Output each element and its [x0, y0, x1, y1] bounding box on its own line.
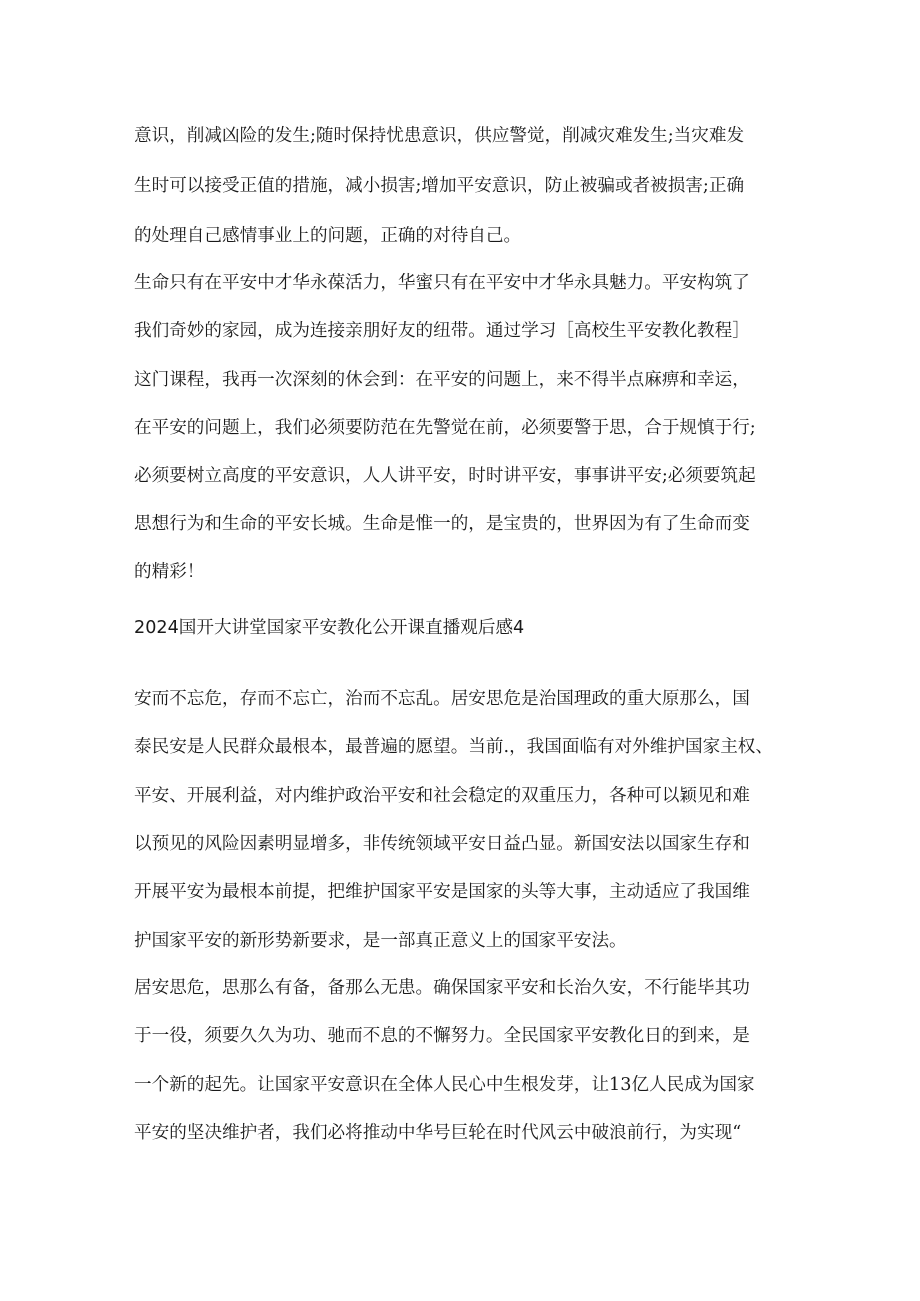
text-line: 一个新的起先。让国家平安意识在全体人民心中生根发芽，让13亿人民成为国家: [134, 1075, 755, 1095]
text-line: 平安的坚决维护者，我们必将推动中华号巨轮在时代风云中破浪前行，为实现“: [134, 1123, 742, 1143]
text-line: 我们奇妙的家园，成为连接亲朋好友的纽带。通过学习［高校生平安教化教程］: [134, 321, 750, 341]
text-line: 开展平安为最根本前提，把维护国家平安是国家的头等大事，主动适应了我国维: [134, 882, 750, 902]
section-heading: 2024国开大讲堂国家平安教化公开课直播观后感4: [134, 618, 525, 638]
text-line: 生命只有在平安中才华永葆活力，华蜜只有在平安中才华永具魅力。平安构筑了: [134, 273, 750, 293]
text-line: 必须要树立高度的平安意识，人人讲平安，时时讲平安，事事讲平安;必须要筑起: [134, 466, 756, 486]
text-line: 泰民安是人民群众最根本，最普遍的愿望。当前.，我国面临有对外维护国家主权、: [134, 737, 773, 757]
text-line: 居安思危，思那么有备，备那么无患。确保国家平安和长治久安，不行能毕其功: [134, 978, 750, 998]
text-line: 在平安的问题上，我们必须要防范在先警觉在前，必须要警于思，合于规慎于行;: [134, 418, 756, 438]
text-line: 以预见的风险因素明显增多，非传统领域平安日益凸显。新国安法以国家生存和: [134, 834, 750, 854]
text-line: 的处理自己感情事业上的问题，正确的对待自己。: [134, 226, 522, 246]
text-line: 的精彩！: [134, 562, 205, 582]
text-line: 于一役，须要久久为功、驰而不息的不懈努力。全民国家平安教化日的到来，是: [134, 1026, 750, 1046]
text-line: 平安、开展利益，对内维护政治平安和社会稳定的双重压力，各种可以颖见和难: [134, 786, 750, 806]
text-line: 意识，削减凶险的发生;随时保持忧患意识，供应警觉，削减灾难发生;当灾难发: [134, 126, 745, 146]
text-line: 思想行为和生命的平安长城。生命是惟一的，是宝贵的，世界因为有了生命而变: [134, 514, 750, 534]
text-line: 护国家平安的新形势新要求，是一部真正意义上的国家平安法。: [134, 931, 627, 951]
text-line: 安而不忘危，存而不忘亡，治而不忘乱。居安思危是治国理政的重大原那么，国: [134, 689, 750, 709]
text-line: 这门课程，我再一次深刻的休会到：在平安的问题上，来不得半点麻痹和幸运，: [134, 370, 750, 390]
text-line: 生时可以接受正值的措施，减小损害;增加平安意识，防止被骗或者被损害;正确: [134, 176, 745, 196]
